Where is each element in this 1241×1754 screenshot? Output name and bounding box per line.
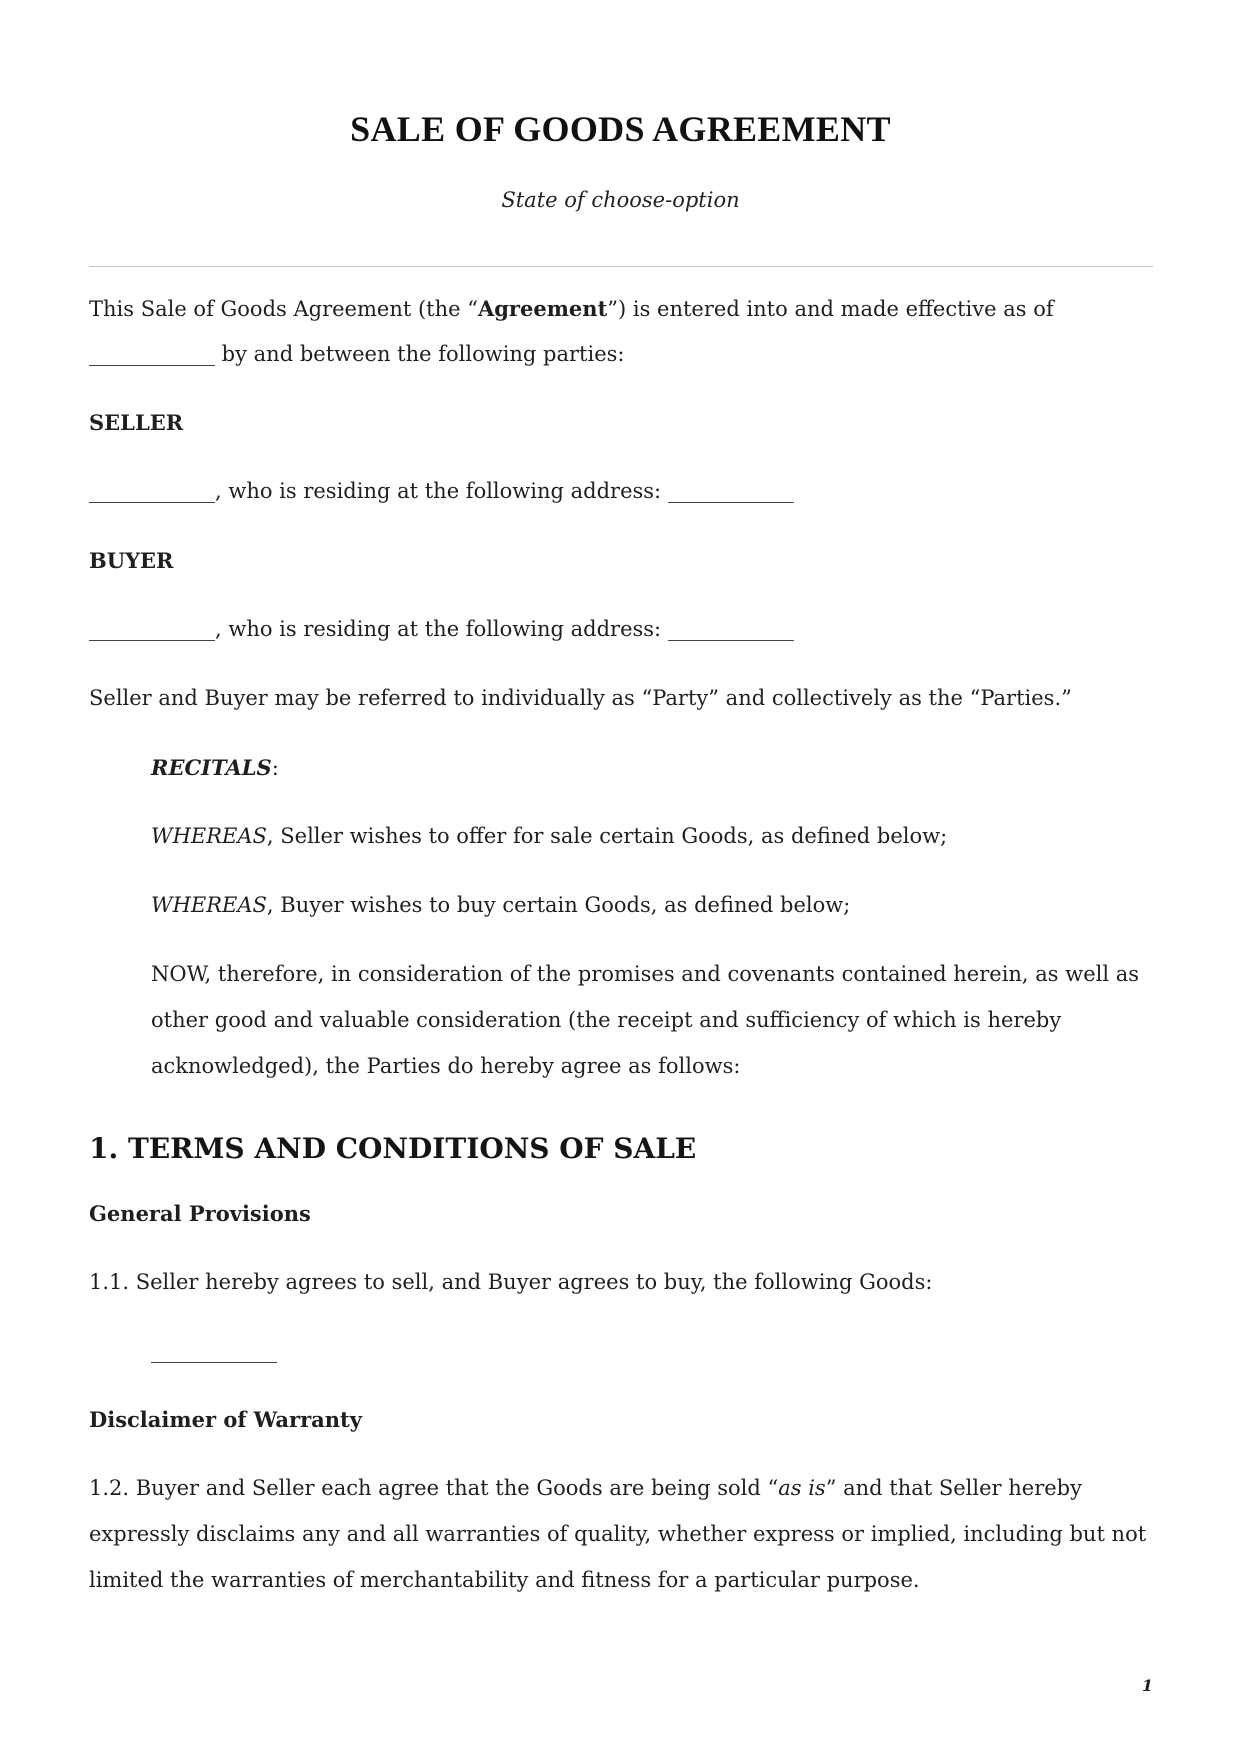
general-provisions-heading: General Provisions xyxy=(89,1201,311,1226)
recitals-heading: RECITALS xyxy=(151,755,272,780)
clause-1-2-text-a: 1.2. Buyer and Seller each agree that the Goods are being sold “ xyxy=(89,1476,779,1500)
seller-address-blank: ____________ xyxy=(667,479,794,503)
page-number: 1 xyxy=(1141,1676,1153,1695)
recitals-heading-line xyxy=(151,757,279,779)
buyer-address-blank: ____________ xyxy=(667,617,794,641)
clause-1-2-line-2: expressly disclaims any and all warranties of quality, whether express or implied, including but not xyxy=(89,1522,1147,1546)
disclaimer-heading: Disclaimer of Warranty xyxy=(89,1407,362,1432)
goods-blank: ____________ xyxy=(151,1339,277,1363)
intro-text-b: ”) is entered into and made effective as of xyxy=(607,297,1054,321)
effective-date-blank: ____________ xyxy=(89,342,215,366)
intro-line-1 xyxy=(89,298,1054,320)
agreement-term: Agreement xyxy=(477,296,608,321)
whereas-1-word: WHEREAS xyxy=(151,824,267,848)
whereas-2-text: , Buyer wishes to buy certain Goods, as defined below; xyxy=(266,893,851,917)
buyer-address-text: , who is residing at the following address: xyxy=(215,617,668,641)
document-subtitle: State of choose-option xyxy=(501,188,740,212)
clause-1-1: 1.1. Seller hereby agrees to sell, and Buyer agrees to buy, the following Goods: xyxy=(89,1270,933,1294)
buyer-name-blank: ____________ xyxy=(89,617,215,641)
section-1-heading: 1. TERMS AND CONDITIONS OF SALE xyxy=(89,1132,697,1165)
as-is-term: as is xyxy=(778,1476,826,1500)
parties-note: Seller and Buyer may be referred to individually as “Party” and collectively as the “Parties.” xyxy=(89,686,1072,710)
now-therefore-line-1: NOW, therefore, in consideration of the promises and covenants contained herein, as well as xyxy=(151,962,1140,986)
buyer-line xyxy=(89,619,794,640)
clause-1-2-line-3: limited the warranties of merchantability and fitness for a particular purpose. xyxy=(89,1568,920,1592)
buyer-heading: BUYER xyxy=(89,548,174,573)
whereas-2-word: WHEREAS xyxy=(151,893,267,917)
clause-1-2-line-1 xyxy=(89,1478,1082,1499)
intro-text-a: This Sale of Goods Agreement (the “ xyxy=(89,297,478,321)
whereas-2 xyxy=(151,895,850,916)
seller-address-text: , who is residing at the following address: xyxy=(215,479,668,503)
divider xyxy=(89,266,1153,267)
seller-heading: SELLER xyxy=(89,410,184,435)
seller-name-blank: ____________ xyxy=(89,479,215,503)
whereas-1-text: , Seller wishes to offer for sale certain Goods, as defined below; xyxy=(266,824,948,848)
seller-line xyxy=(89,481,794,502)
intro-line-2 xyxy=(89,344,625,365)
recitals-colon: : xyxy=(271,756,279,780)
document-title: SALE OF GOODS AGREEMENT xyxy=(350,109,891,149)
whereas-1 xyxy=(151,826,947,847)
clause-1-2-text-b: ” and that Seller hereby xyxy=(825,1476,1082,1500)
now-therefore-line-2: other good and valuable consideration (the receipt and sufficiency of which is hereby xyxy=(151,1008,1062,1032)
intro-text-c: by and between the following parties: xyxy=(215,342,625,366)
now-therefore-line-3: acknowledged), the Parties do hereby agree as follows: xyxy=(151,1054,741,1078)
